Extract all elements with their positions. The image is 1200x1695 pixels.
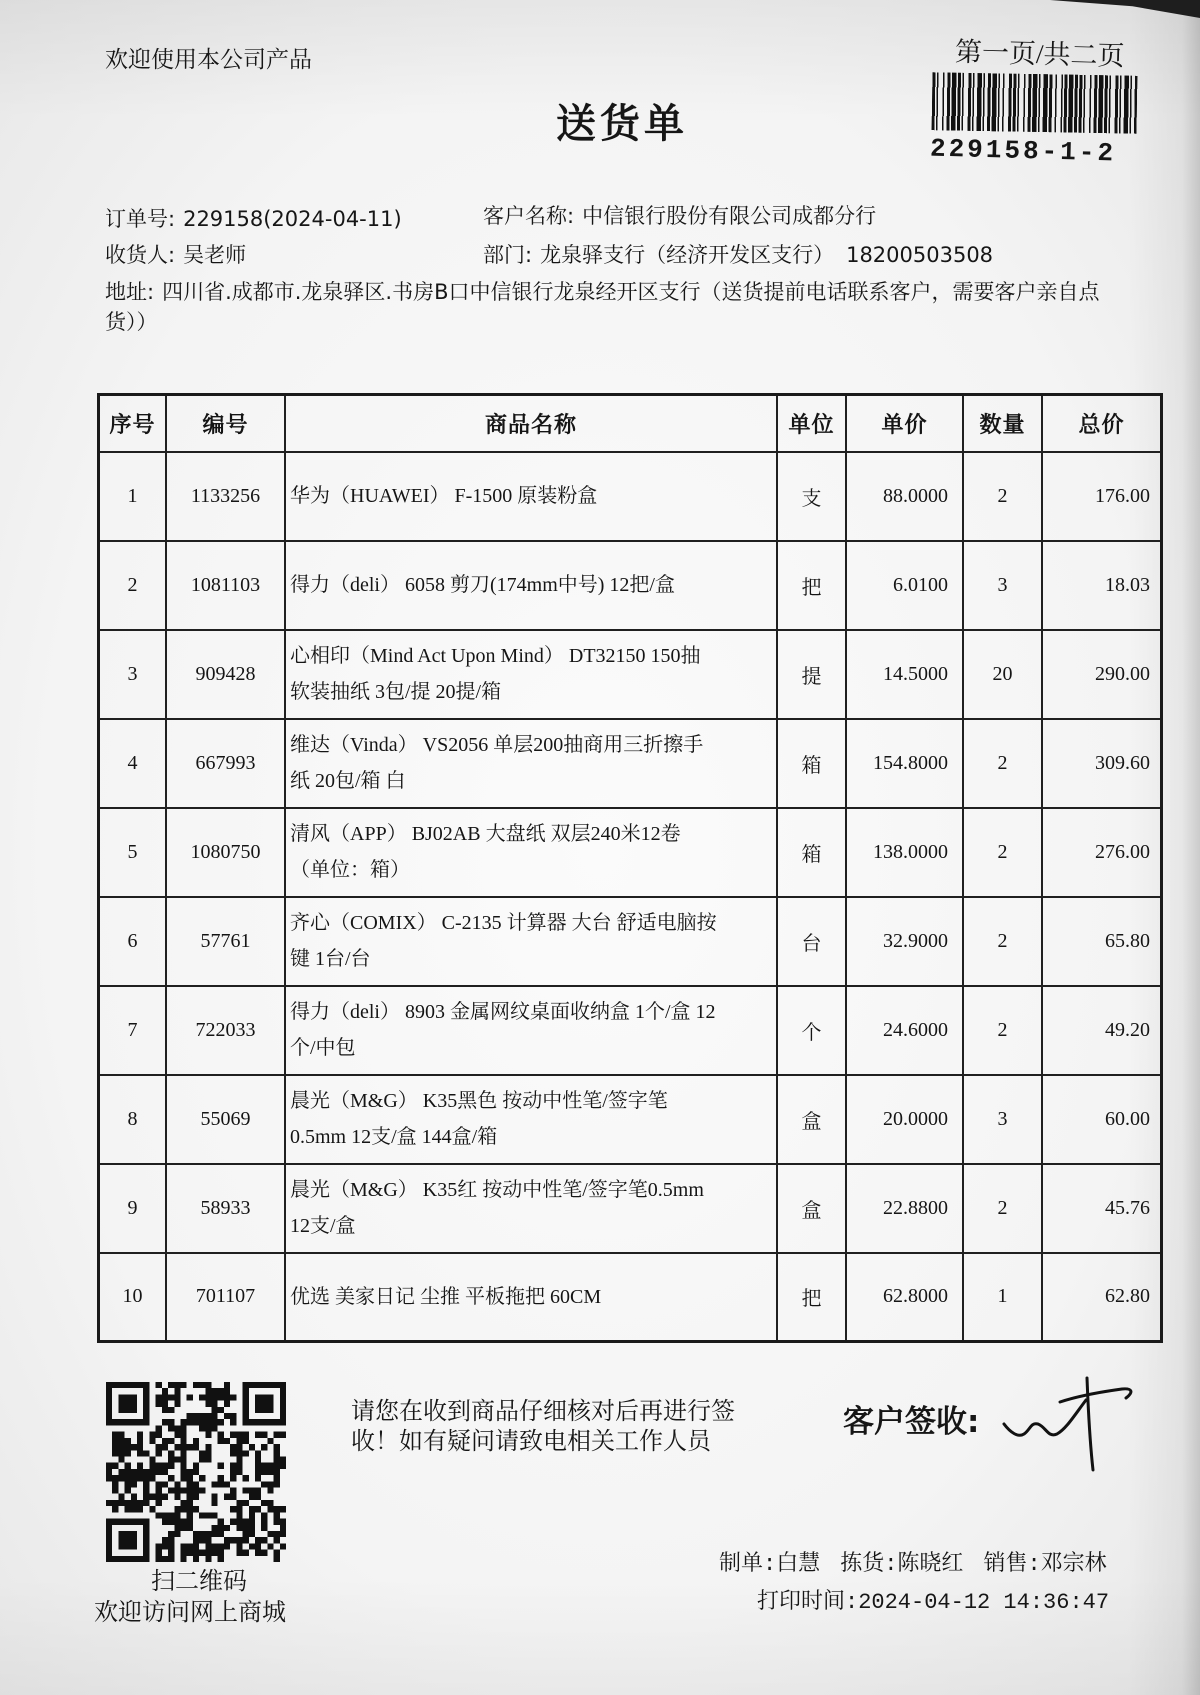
unit-price-cell: 6.0100 bbox=[846, 541, 963, 630]
total-price-cell: 309.60 bbox=[1042, 719, 1162, 808]
unit-cell: 把 bbox=[777, 541, 846, 630]
unit-price-cell: 88.0000 bbox=[846, 452, 963, 541]
item-code-cell: 722033 bbox=[166, 986, 285, 1075]
receiver bbox=[105, 241, 246, 269]
print-time-label: 打印时间: bbox=[757, 1590, 859, 1615]
picker-value: 陈晓红 bbox=[897, 1552, 964, 1577]
unit-cell: 箱 bbox=[777, 719, 846, 808]
department-label: 部门: bbox=[483, 243, 533, 267]
table-row bbox=[99, 630, 1162, 719]
column-header-quantity: 数量 bbox=[963, 395, 1042, 452]
item-code-cell: 1080750 bbox=[166, 808, 285, 897]
item-name-cell: 华为（HUAWEI） F-1500 原装粉盒 bbox=[285, 452, 777, 541]
item-code-cell: 701107 bbox=[166, 1253, 285, 1342]
sales-value: 邓宗林 bbox=[1040, 1552, 1107, 1577]
quantity-cell: 2 bbox=[963, 1164, 1042, 1253]
quantity-cell: 2 bbox=[963, 897, 1042, 986]
row-number-cell: 10 bbox=[99, 1253, 167, 1342]
item-code-cell: 55069 bbox=[166, 1075, 285, 1164]
table-row bbox=[99, 1253, 1162, 1342]
department-value: 龙泉驿支行（经济开发区支行） bbox=[540, 243, 835, 267]
item-code-cell: 1081103 bbox=[166, 541, 285, 630]
table-head bbox=[99, 395, 1162, 452]
column-header-unit-price: 单价 bbox=[846, 395, 963, 452]
delivery-address bbox=[105, 277, 1185, 337]
total-price-cell: 60.00 bbox=[1042, 1075, 1162, 1164]
unit-cell: 提 bbox=[777, 630, 846, 719]
unit-cell: 盒 bbox=[777, 1075, 846, 1164]
table-row bbox=[99, 897, 1162, 986]
column-header-unit: 单位 bbox=[777, 395, 846, 452]
receiver-value: 吴老师 bbox=[183, 243, 247, 267]
row-number-cell: 1 bbox=[99, 452, 167, 541]
print-time bbox=[757, 1589, 1109, 1617]
table-row bbox=[99, 808, 1162, 897]
maker-label: 制单: bbox=[719, 1552, 777, 1577]
item-code-cell: 667993 bbox=[166, 719, 285, 808]
sales bbox=[983, 1552, 1106, 1577]
address-label: 地址: bbox=[105, 280, 155, 304]
total-price-cell: 276.00 bbox=[1042, 808, 1162, 897]
quantity-cell: 2 bbox=[963, 719, 1042, 808]
quantity-cell: 3 bbox=[963, 541, 1042, 630]
quantity-cell: 2 bbox=[963, 808, 1042, 897]
barcode bbox=[932, 72, 1138, 134]
item-code-cell: 909428 bbox=[166, 630, 285, 719]
maker bbox=[719, 1552, 820, 1577]
page-title: 送货单 bbox=[556, 101, 688, 146]
row-number-cell: 9 bbox=[99, 1164, 167, 1253]
total-price-cell: 65.80 bbox=[1042, 897, 1162, 986]
unit-price-cell: 32.9000 bbox=[846, 897, 963, 986]
unit-cell: 个 bbox=[777, 986, 846, 1075]
unit-cell: 盒 bbox=[777, 1164, 846, 1253]
table-row bbox=[99, 986, 1162, 1075]
page-indicator: 第一页/共二页 bbox=[954, 36, 1125, 72]
table-row bbox=[99, 541, 1162, 630]
customer-name-label: 客户名称: bbox=[483, 204, 575, 228]
item-code-cell: 1133256 bbox=[166, 452, 285, 541]
column-header-code: 编号 bbox=[166, 395, 285, 452]
item-name-cell: 维达（Vinda） VS2056 单层200抽商用三折擦手 纸 20包/箱 白 bbox=[285, 719, 777, 808]
unit-price-cell: 24.6000 bbox=[846, 986, 963, 1075]
total-price-cell: 18.03 bbox=[1042, 541, 1162, 630]
quantity-cell: 2 bbox=[963, 986, 1042, 1075]
table-row bbox=[99, 719, 1162, 808]
barcode-number: 229158-1-2 bbox=[929, 133, 1117, 169]
unit-price-cell: 22.8800 bbox=[846, 1164, 963, 1253]
inspection-notice: 请您在收到商品仔细核对后再进行签 收！如有疑问请致电相关工作人员 bbox=[351, 1397, 735, 1455]
quantity-cell: 3 bbox=[963, 1075, 1042, 1164]
unit-price-cell: 138.0000 bbox=[846, 808, 963, 897]
unit-price-cell: 154.8000 bbox=[846, 719, 963, 808]
row-number-cell: 8 bbox=[99, 1075, 167, 1164]
sales-label: 销售: bbox=[983, 1552, 1041, 1577]
table-row bbox=[99, 1164, 1162, 1253]
item-name-cell: 晨光（M&G） K35红 按动中性笔/签字笔0.5mm 12支/盒 bbox=[285, 1164, 777, 1253]
item-name-cell: 齐心（COMIX） C-2135 计算器 大台 舒适电脑按 键 1台/台 bbox=[285, 897, 777, 986]
order-number-label: 订单号: bbox=[105, 207, 176, 231]
maker-value: 白慧 bbox=[776, 1552, 821, 1577]
column-header-seq: 序号 bbox=[99, 395, 167, 452]
row-number-cell: 2 bbox=[99, 541, 167, 630]
picker-label: 拣货: bbox=[840, 1552, 898, 1577]
item-name-cell: 优选 美家日记 尘推 平板拖把 60CM bbox=[285, 1253, 777, 1342]
item-name-cell: 心相印（Mind Act Upon Mind） DT32150 150抽 软装抽纸 3包/提 20提/箱 bbox=[285, 630, 777, 719]
item-name-cell: 得力（deli） 8903 金属网纹桌面收纳盒 1个/盒 12 个/中包 bbox=[285, 986, 777, 1075]
total-price-cell: 290.00 bbox=[1042, 630, 1162, 719]
items-table bbox=[97, 393, 1163, 1343]
customer-name bbox=[483, 202, 876, 230]
total-price-cell: 49.20 bbox=[1042, 986, 1162, 1075]
customer-signature-label: 客户签收: bbox=[843, 1404, 980, 1440]
address-value: 四川省.成都市.龙泉驿区.书房B口中信银行龙泉经开区支行（送货提前电话联系客户，需要客户亲自点 货）） bbox=[105, 280, 1100, 334]
receiver-label: 收货人: bbox=[105, 243, 176, 267]
unit-price-cell: 62.8000 bbox=[846, 1253, 963, 1342]
unit-cell: 箱 bbox=[777, 808, 846, 897]
item-code-cell: 57761 bbox=[166, 897, 285, 986]
staff-line bbox=[719, 1551, 1107, 1579]
table-row bbox=[99, 1075, 1162, 1164]
row-number-cell: 5 bbox=[99, 808, 167, 897]
order-number-value: 229158(2024-04-11) bbox=[183, 207, 402, 231]
row-number-cell: 7 bbox=[99, 986, 167, 1075]
total-price-cell: 45.76 bbox=[1042, 1164, 1162, 1253]
customer-name-value: 中信银行股份有限公司成都分行 bbox=[582, 204, 877, 228]
qr-subcaption: 欢迎访问网上商城 bbox=[94, 1600, 286, 1626]
item-name-cell: 得力（deli） 6058 剪刀(174mm中号) 12把/盒 bbox=[285, 541, 777, 630]
quantity-cell: 2 bbox=[963, 452, 1042, 541]
table-body bbox=[99, 452, 1162, 1342]
unit-price-cell: 20.0000 bbox=[846, 1075, 963, 1164]
quantity-cell: 20 bbox=[963, 630, 1042, 719]
unit-price-cell: 14.5000 bbox=[846, 630, 963, 719]
order-number bbox=[105, 205, 402, 233]
column-header-name: 商品名称 bbox=[285, 395, 777, 452]
unit-cell: 把 bbox=[777, 1253, 846, 1342]
item-name-cell: 晨光（M&G） K35黑色 按动中性笔/签字笔 0.5mm 12支/盒 144盒/箱 bbox=[285, 1075, 777, 1164]
item-name-cell: 清风（APP） BJ02AB 大盘纸 双层240米12卷 （单位：箱） bbox=[285, 808, 777, 897]
column-header-total: 总价 bbox=[1042, 395, 1162, 452]
print-time-value: 2024-04-12 14:36:47 bbox=[858, 1590, 1110, 1615]
qr-caption: 扫二维码 bbox=[151, 1569, 247, 1595]
total-price-cell: 176.00 bbox=[1042, 452, 1162, 541]
department bbox=[483, 241, 993, 269]
table-row bbox=[99, 452, 1162, 541]
photo-background-corner bbox=[1050, 0, 1200, 18]
unit-cell: 支 bbox=[777, 452, 846, 541]
department-phone: 18200503508 bbox=[846, 243, 994, 267]
qr-code bbox=[106, 1382, 286, 1562]
table-header-row bbox=[99, 395, 1162, 452]
welcome-text: 欢迎使用本公司产品 bbox=[105, 47, 312, 72]
customer-signature bbox=[1000, 1372, 1140, 1476]
quantity-cell: 1 bbox=[963, 1253, 1042, 1342]
picker bbox=[840, 1552, 963, 1577]
unit-cell: 台 bbox=[777, 897, 846, 986]
row-number-cell: 3 bbox=[99, 630, 167, 719]
total-price-cell: 62.80 bbox=[1042, 1253, 1162, 1342]
item-code-cell: 58933 bbox=[166, 1164, 285, 1253]
row-number-cell: 4 bbox=[99, 719, 167, 808]
row-number-cell: 6 bbox=[99, 897, 167, 986]
